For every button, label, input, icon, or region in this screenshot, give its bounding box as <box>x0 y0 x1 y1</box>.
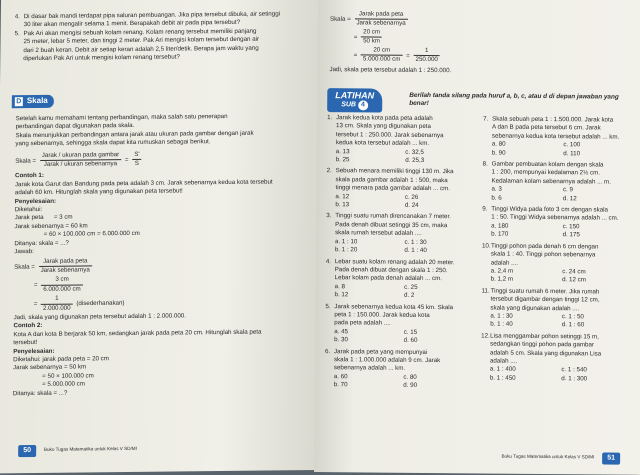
latihan-badge <box>327 88 382 112</box>
question-item <box>325 348 473 391</box>
example-1-known-label: Diketahui: <box>14 205 43 214</box>
answer-option[interactable]: b. 1 : 40 <box>490 320 513 329</box>
formula-fraction-short <box>132 151 142 169</box>
answer-option[interactable]: c. 100 <box>563 141 581 149</box>
example-1-calc-3: = $\frac{1}{2.000.000}$ (disederhanakan) <box>33 294 125 312</box>
example-1-line: Jarak peta = 3 cm <box>14 214 73 222</box>
question-number: 3. <box>326 212 332 220</box>
question-text: 30 liter akan mengalir selama 1 menit. Berapakah debit air pada pipa tersebut? <box>23 19 241 29</box>
answer-option[interactable]: b. 12 <box>334 291 349 299</box>
calc-den: 2.000.000 <box>42 304 71 312</box>
answer-options <box>482 222 634 240</box>
formula-numerator: Jarak / ukuran pada gambar <box>40 151 122 161</box>
example-2-text-line: tersebut! <box>13 339 38 347</box>
example-2-line: = 50 × 100.000 cm <box>12 372 94 380</box>
section-letter: D <box>16 98 22 106</box>
example-1-solution-label: Penyelesaian: <box>14 197 57 205</box>
question-text: diperlukan Pak Ari untuk mengisi kolam renang tersebut? <box>23 53 180 63</box>
question-text: skala 1 : 1.000.000 adalah 9 cm. Jarak <box>333 356 441 365</box>
answer-option[interactable]: b. 13 <box>335 201 350 209</box>
question-number: 4. <box>325 257 332 265</box>
question-text: Jarak kedua kota pada peta adalah <box>336 114 433 123</box>
answer-option[interactable]: c. 1 : 30 <box>404 238 427 246</box>
example-1-text-line: adalah 60 km. Hitunglah skala yang digunakan peta tersebut! <box>14 187 183 197</box>
answer-option[interactable]: d. 1 : 40 <box>404 246 427 255</box>
question-item <box>481 332 633 384</box>
answer-option[interactable]: b. 30 <box>334 336 348 344</box>
right-footer <box>495 452 620 465</box>
example-2-conclusion: Jadi, skala peta tersebut adalah 1 : 250.000. <box>329 66 452 75</box>
question-text: Gambar pembuatan kolam dengan skala <box>491 160 604 169</box>
example-1-line: = 60 × 100.000 cm = 6.000.000 cm <box>14 230 140 239</box>
question-item <box>325 303 473 346</box>
simplified-note: (disederhanakan) <box>76 299 125 308</box>
calc-num: 1 <box>414 46 440 56</box>
question-text: skala yang digunakan adalah .... <box>490 304 580 312</box>
example-2-text-line: Kota A dan kota B berjarak 50 km, sedangkan jarak pada peta 20 cm. Hitunglah skala peta <box>13 328 262 338</box>
answer-option[interactable]: d. 24 <box>404 201 419 209</box>
question-item <box>326 258 474 301</box>
example-2-continuation <box>329 10 640 78</box>
calc-num: 1 <box>41 295 73 305</box>
page-number-left: 50 <box>18 445 36 457</box>
question-number: 10. <box>481 242 491 250</box>
intro-line: perbandingan dapat digunakan pada skala. <box>15 122 135 131</box>
example-2-line: Ditanya: skala = ...? <box>12 389 68 397</box>
example-2-solution-label: Penyelesaian: <box>13 347 55 355</box>
calc-num: Jarak pada peta <box>39 257 92 267</box>
answer-options <box>327 148 475 166</box>
question-text: skala rumah tersebut adalah .... <box>335 229 422 238</box>
left-body <box>13 112 316 398</box>
answer-options <box>326 283 474 301</box>
calc-den: Jarak sebenarnya <box>40 266 90 274</box>
question-text: adalah .... <box>490 259 519 267</box>
answer-option[interactable]: a. 8 <box>334 282 345 290</box>
answer-option[interactable]: a. 13 <box>335 147 350 155</box>
answer-option[interactable]: c. 80 <box>403 373 417 381</box>
question-number: 4. <box>14 13 20 21</box>
answer-option[interactable]: c. 32,5 <box>405 148 424 156</box>
calc-num: 20 cm <box>361 46 403 56</box>
left-top-exercises <box>14 10 315 64</box>
calc-den: 250.000 <box>415 55 438 64</box>
question-text: adalah 5 cm. Skala yang digunakan Lisa <box>490 349 602 358</box>
latihan-number: 4 <box>358 100 368 110</box>
answer-option[interactable]: b. 1,2 m <box>490 275 514 284</box>
cont-calc-2: = $\frac{20 cm}{50 km}$ <box>353 28 381 45</box>
formula-label: Skala = <box>15 157 37 165</box>
example-2-title: Contoh 2: <box>13 322 43 330</box>
question-number: 5. <box>325 302 331 310</box>
question-item <box>326 213 474 256</box>
question-text: adalah .... <box>489 357 518 365</box>
question-text: 1 : 200, mempunyai kedalaman 2½ cm. <box>491 168 600 177</box>
answer-option[interactable]: c. 24 cm <box>562 268 586 276</box>
cont-skala-label: Skala = <box>329 15 351 23</box>
answer-options <box>326 193 474 211</box>
answer-options <box>326 238 474 256</box>
question-text: Di dasar bak mandi terdapat pipa saluran pembuangan. Jika pipa tersebut dibuka, air setinggi <box>23 10 281 21</box>
questions-column-2 <box>481 115 635 387</box>
intro-line: Skala menunjukkan perbandingan antara jarak atau ukuran pada gambar dengan jarak <box>15 129 254 140</box>
top-exercise-line <box>14 52 314 64</box>
example-1-line: Jawab: <box>14 248 34 256</box>
answer-option[interactable]: a. 60 <box>333 372 348 381</box>
intro-paragraph <box>15 112 315 149</box>
question-text: Pada denah dibuat setinggi 35 cm, maka <box>335 221 448 230</box>
question-text: Lebar kolam pada denah adalah ... cm. <box>334 274 443 283</box>
example-2-line: Diketahui: jarak pada peta = 20 cm <box>13 355 109 364</box>
answer-option[interactable]: c. 9 <box>562 186 573 194</box>
question-text: peta 1 : 150.000. Jarak kedua kota <box>334 311 430 319</box>
answer-option[interactable]: d. 1 : 300 <box>561 374 588 383</box>
answer-option[interactable]: c. 15 <box>403 328 418 336</box>
latihan-sub: SUB <box>341 101 357 109</box>
section-heading-skala <box>12 95 54 108</box>
section-title: Skala <box>26 95 48 106</box>
answer-option[interactable]: b. 170 <box>491 230 509 238</box>
formula-fraction <box>40 151 122 170</box>
question-text: tersebut digambar dengan tinggi 12 cm, <box>490 295 600 304</box>
answer-option[interactable]: a. 2,4 m <box>490 267 514 275</box>
calc-den: 50 km <box>363 37 380 45</box>
question-text: Tinggi Widya pada foto 3 cm dengan skala <box>491 205 609 214</box>
question-item <box>482 206 634 241</box>
example-1-calc-1: Skala = $\frac{\text{Jarak pada peta}}{\text{Jarak sebenarnya}}$ <box>14 255 314 276</box>
question-text: Lebar suatu kolam renang adalah 20 meter. <box>334 257 455 266</box>
example-1-title: Contoh 1: <box>15 172 44 180</box>
footer-text-right: Buku Tugas Matematika untuk Kelas V SD/MI <box>501 453 595 460</box>
right-page <box>314 0 640 475</box>
question-number: 11. <box>481 287 490 295</box>
answer-option[interactable]: d. 12 cm <box>562 276 586 284</box>
question-number: 2. <box>326 167 332 175</box>
intro-line: yang sebenarnya, sehingga skala dapat kita rumuskan sebagai berikut. <box>15 138 211 148</box>
answer-option[interactable]: c. 26 <box>404 193 419 201</box>
answer-option[interactable]: d. 110 <box>563 149 581 157</box>
formula-rhs-numerator: S' <box>132 151 141 161</box>
question-item <box>482 160 634 203</box>
answer-option[interactable]: a. 80 <box>491 140 506 148</box>
page-number-right: 51 <box>602 453 620 465</box>
question-text: Lisa menggambar pohon setinggi 15 m, <box>490 332 599 341</box>
answer-option[interactable]: c. 25 <box>404 283 418 291</box>
answer-option[interactable]: c. 150 <box>562 223 580 231</box>
question-text: kedua kota tersebut adalah ... km. <box>335 139 430 148</box>
answer-options <box>482 186 634 204</box>
answer-options <box>325 373 473 391</box>
question-text: sedangkan tinggi pohon pada gambar <box>490 340 595 349</box>
question-number: 12. <box>481 332 490 340</box>
answer-option[interactable]: c. 1 : 50 <box>561 313 584 321</box>
question-number: 8. <box>482 160 488 168</box>
question-text: 1 : 50. Tinggi Widya sebenarnya adalah ... cm. <box>491 214 619 223</box>
question-text: Tinggi suatu rumah 6 meter. Jika rumah <box>490 287 600 296</box>
left-footer <box>18 442 298 459</box>
formula-denominator: Jarak / ukuran sebenarnya <box>43 160 118 168</box>
answer-option[interactable]: d. 2 <box>404 291 415 299</box>
answer-option[interactable]: d. 12 <box>562 194 577 202</box>
answer-option[interactable]: a. 12 <box>335 192 350 200</box>
question-text: Jarak sebenarnya kedua kota 45 km. Skala <box>334 302 454 311</box>
question-text: A dan B pada peta tersebut 6 cm. Jarak <box>491 123 601 132</box>
answer-option[interactable]: d. 60 <box>403 336 418 345</box>
question-text: dari 2 buah keran. Debit air setiap keran adalah 2,5 liter/detik. Berapa jam waktu yang <box>23 44 259 54</box>
question-text: skala 1 : 40. Tinggi pohon sebenarnya <box>490 250 596 259</box>
answer-option[interactable]: b. 1 : 20 <box>334 246 358 254</box>
question-text: 13 cm. Skala yang digunakan peta <box>335 122 431 131</box>
question-text: Skala sebuah peta 1 : 1.500.000. Jarak kota <box>492 115 614 124</box>
answer-option[interactable]: a. 1 : 400 <box>489 365 516 374</box>
intro-line: Setelah kamu memahami tentang perbandingan, maka salah satu penerapan <box>15 113 228 123</box>
answer-option[interactable]: b. 25 <box>335 156 350 164</box>
question-text: tinggi menara pada gambar adalah ... cm. <box>335 184 451 193</box>
answer-option[interactable]: b. 70 <box>333 381 348 389</box>
question-item <box>326 168 474 211</box>
latihan-box <box>327 88 382 112</box>
example-1-text-line: Jarak kota Garut dan Bandung pada peta adalah 3 cm. Jarak sebenarnya kedua kota tersebut <box>14 178 273 189</box>
answer-options <box>325 328 473 346</box>
answer-option[interactable]: d. 90 <box>403 381 418 390</box>
question-text: 25 meter, lebar 5 meter, dan tinggi 2 meter. Pak Ari mengisi kolam tersebut dengan air <box>23 35 260 46</box>
answer-option[interactable]: a. 3 <box>491 185 502 193</box>
question-item <box>482 242 634 285</box>
example-1-lines <box>14 212 314 257</box>
question-text: Tinggi pohon pada denah 6 cm dengan <box>490 242 599 251</box>
example-2-line: Jarak sebenarnya = 50 km <box>13 363 87 372</box>
question-number: 1. <box>327 114 333 122</box>
cont-calc-3: = $\frac{20 cm}{5.000.000 cm}$ = $\frac{1}{250.000}$ <box>354 46 640 66</box>
question-text: tersebut 1 : 250.000. Jarak sebenarnya <box>335 130 444 139</box>
question-text: sebenarnya adalah ... km. <box>333 364 406 373</box>
question-number: 6. <box>325 347 331 355</box>
question-text: pada peta adalah .... <box>334 319 391 328</box>
example-1-conclusion: Jadi, skala yang digunakan peta tersebut adalah 1 : 2.000.000. <box>13 312 187 322</box>
answer-options <box>481 312 633 330</box>
answer-option[interactable]: d. 175 <box>562 231 580 239</box>
question-text: Jarak pada peta yang mempunyai <box>334 347 428 356</box>
answer-option[interactable]: a. 1 : 30 <box>490 312 513 320</box>
question-item <box>483 115 635 158</box>
question-item <box>481 287 633 330</box>
question-number: 7. <box>483 115 489 123</box>
answer-option[interactable]: d. 1 : 60 <box>561 321 585 329</box>
calc-den: 5.000.000 cm <box>362 55 401 63</box>
calc-den: Jarak sebenarnya <box>356 19 406 28</box>
calc-den: 6.000.000 cm <box>43 285 81 293</box>
question-text: sebenarnya kedua kota tersebut adalah ... km. <box>491 132 620 141</box>
question-number: 5. <box>14 30 20 38</box>
skala-formula: Skala = $\frac{\text{Jarak / ukuran pada gambar}}{\text{Jarak / ukuran sebenarnya}}$ = $\frac{S'}{S}$ <box>15 149 315 170</box>
question-item <box>327 114 475 166</box>
exercise-instruction: Berilah tanda silang pada huruf a, b, c, atau d di depan jawaban yang benar! <box>409 91 619 107</box>
latihan-title: LATIHAN <box>335 90 375 101</box>
question-text: Tinggi suatu rumah direncanakan 7 meter. <box>335 212 451 221</box>
answer-option[interactable]: a. 180 <box>491 222 509 230</box>
answer-option[interactable]: a. 1 : 10 <box>334 237 358 246</box>
answer-option[interactable]: b. 90 <box>491 149 506 157</box>
example-1-calc-2: = $\frac{3 cm}{6.000.000 cm}$ <box>34 273 314 294</box>
example-1-line: Ditanya: skala = ...? <box>14 239 69 247</box>
answer-options <box>482 267 634 285</box>
question-text: Sebuah menara memiliki tinggi 130 m. Jika <box>335 167 454 176</box>
answer-option[interactable]: b. 1 : 450 <box>489 374 516 382</box>
calc-num: 20 cm <box>361 28 382 38</box>
question-text: skala pada gambar adalah 1 : 500, maka <box>335 176 448 184</box>
answer-option[interactable]: b. 6 <box>491 194 502 202</box>
answer-option[interactable]: a. 45 <box>334 327 349 336</box>
questions-column-1 <box>325 114 475 394</box>
footer-text-left: Buku Tugas Matematika untuk Kelas V SD/MI <box>43 446 137 453</box>
question-text: Pada denah dibuat dengan skala 1 : 250. <box>334 266 448 275</box>
question-text: Kedalaman kolam sebenarnya adalah ... m. <box>491 177 611 186</box>
example-2-line: = 5.000.000 cm <box>12 380 85 389</box>
question-text: Pak Ari akan mengisi sebuah kolam renang. Kolam renang tersebut memiliki panjang <box>23 27 257 37</box>
question-number: 9. <box>482 205 488 213</box>
answer-option[interactable]: d. 25,3 <box>405 156 425 164</box>
example-2-lines <box>13 353 313 398</box>
answer-options <box>481 366 633 384</box>
calc-num: 3 cm <box>41 276 83 286</box>
example-1-line: Jarak sebenarnya = 60 km <box>14 222 88 231</box>
answer-option[interactable]: c. 1 : 540 <box>561 366 587 374</box>
calc-num: Jarak pada peta <box>354 10 407 20</box>
answer-options <box>483 141 635 159</box>
formula-rhs-denominator: S <box>134 159 139 168</box>
